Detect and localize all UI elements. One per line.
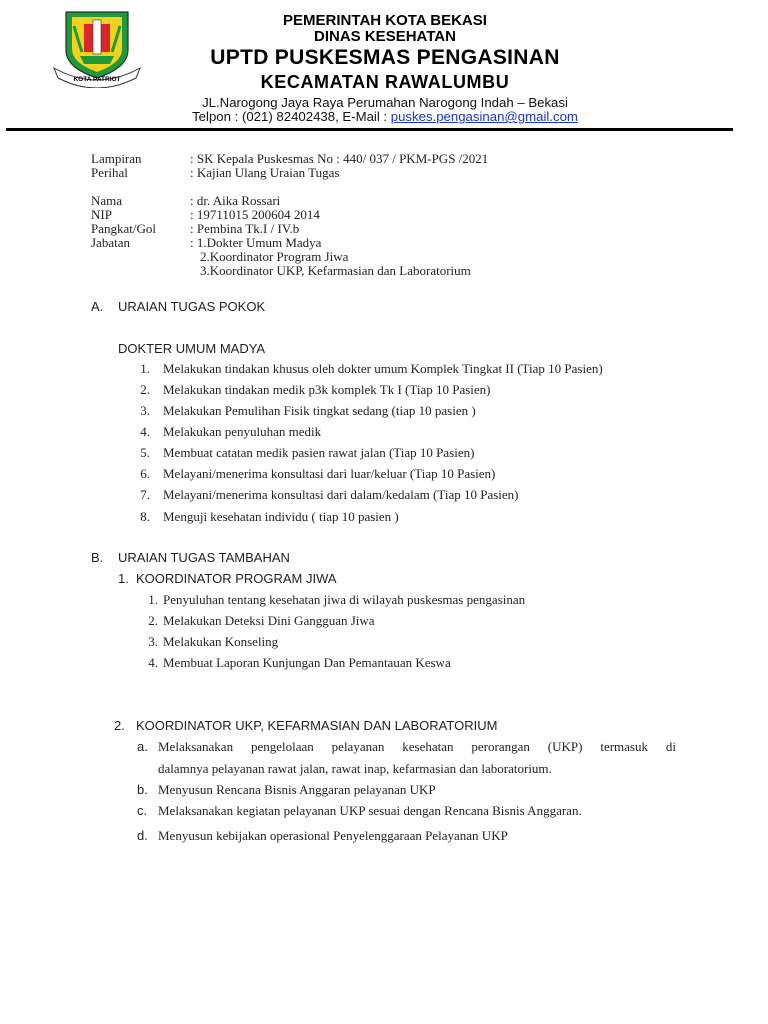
lampiran-value: : SK Kepala Puskesmas No : 440/ 037 / PKM-PGS /2021 xyxy=(190,151,489,166)
list-item-number: 6. xyxy=(140,466,150,481)
header-divider xyxy=(6,128,733,131)
list-item: Melakukan Pemulihan Fisik tingkat sedang (tiap 10 pasien ) xyxy=(163,403,476,418)
list-item: Menguji kesehatan individu ( tiap 10 pasien ) xyxy=(163,509,399,524)
logo-ribbon-text: KOTA PATRIOT xyxy=(73,76,121,83)
section-b-title: URAIAN TUGAS TAMBAHAN xyxy=(118,550,290,565)
header-institution: UPTD PUSKESMAS PENGASINAN xyxy=(210,46,560,69)
list-item: Melayani/menerima konsultasi dari luar/keluar (Tiap 10 Pasien) xyxy=(163,466,496,481)
header-government: PEMERINTAH KOTA BEKASI xyxy=(283,12,487,29)
section-a-title: URAIAN TUGAS POKOK xyxy=(118,299,266,314)
section-a-letter: A. xyxy=(91,299,104,314)
list-item: Menyusun kebijakan operasional Penyelenggaraan Pelayanan UKP xyxy=(158,828,508,843)
list-item-number: 7. xyxy=(140,487,150,502)
jabatan-value: : 1.Dokter Umum Madya xyxy=(190,235,322,250)
list-item-number: 3. xyxy=(148,634,158,649)
list-item: Melayani/menerima konsultasi dari dalam/kedalam (Tiap 10 Pasien) xyxy=(163,487,519,502)
pangkat-label: Pangkat/Gol xyxy=(91,221,156,236)
list-item-number: 8. xyxy=(140,509,150,524)
nip-label: NIP xyxy=(91,207,112,222)
perihal-value: : Kajian Ulang Uraian Tugas xyxy=(190,165,340,180)
list-item: Penyuluhan tentang kesehatan jiwa di wilayah puskesmas pengasinan xyxy=(163,592,526,607)
header-address: JL.Narogong Jaya Raya Perumahan Narogong Indah – Bekasi xyxy=(202,95,568,110)
header-department: DINAS KESEHATAN xyxy=(314,28,456,45)
list-item: Melaksanakan pengelolaan pelayanan kesehatan perorangan (UKP) termasuk di xyxy=(158,739,676,754)
sub2-title: KOORDINATOR UKP, KEFARMASIAN DAN LABORATORIUM xyxy=(136,718,498,733)
city-emblem-logo xyxy=(52,6,142,88)
jabatan-label: Jabatan xyxy=(91,235,130,250)
contact-email-link[interactable]: puskes.pengasinan@gmail.com xyxy=(390,109,578,124)
header-district: KECAMATAN RAWALUMBU xyxy=(260,72,510,92)
list-item-number: 4. xyxy=(140,424,150,439)
list-item-letter: b. xyxy=(137,782,148,797)
section-a-subtitle: DOKTER UMUM MADYA xyxy=(118,341,266,356)
nip-value: : 19711015 200604 2014 xyxy=(190,207,320,222)
list-item: Melakukan penyuluhan medik xyxy=(163,424,322,439)
list-item-number: 2. xyxy=(140,382,150,397)
list-item-letter: a. xyxy=(137,739,148,754)
list-item: Melakukan Deteksi Dini Gangguan Jiwa xyxy=(163,613,375,628)
section-b-letter: B. xyxy=(91,550,104,565)
list-item-letter: c. xyxy=(137,803,148,818)
list-item-number: 2. xyxy=(148,613,158,628)
perihal-label: Perihal xyxy=(91,165,128,180)
list-item-number: 5. xyxy=(140,445,150,460)
sub1-title: KOORDINATOR PROGRAM JIWA xyxy=(136,571,337,586)
nama-label: Nama xyxy=(91,193,123,208)
jabatan-extra-2: 2.Koordinator Program Jiwa xyxy=(200,249,349,264)
list-item-number: 3. xyxy=(140,403,150,418)
list-item-number: 1. xyxy=(140,361,150,376)
list-item: Melaksanakan kegiatan pelayanan UKP sesuai dengan Rencana Bisnis Anggaran. xyxy=(158,803,582,818)
pangkat-value: : Pembina Tk.I / IV.b xyxy=(190,221,300,236)
jabatan-extra-3: 3.Koordinator UKP, Kefarmasian dan Laboratorium xyxy=(200,263,471,278)
contact-phone: Telpon : (021) 82402438, E-Mail : xyxy=(192,109,391,124)
list-item: Melakukan tindakan medik p3k komplek Tk I (Tiap 10 Pasien) xyxy=(163,382,491,397)
list-item-continuation: dalamnya pelayanan rawat jalan, rawat inap, kefarmasian dan laboratorium. xyxy=(158,761,552,776)
list-item: Membuat catatan medik pasien rawat jalan (Tiap 10 Pasien) xyxy=(163,445,475,460)
header-contact xyxy=(150,109,620,124)
nama-value: : dr. Aika Rossari xyxy=(190,193,281,208)
list-item: Melakukan Konseling xyxy=(163,634,279,649)
lampiran-label: Lampiran xyxy=(91,151,142,166)
list-item: Menyusun Rencana Bisnis Anggaran pelayanan UKP xyxy=(158,782,436,797)
list-item: Melakukan tindakan khusus oleh dokter umum Komplek Tingkat II (Tiap 10 Pasien) xyxy=(163,361,603,376)
sub2-number: 2. xyxy=(114,718,125,733)
sub1-number: 1. xyxy=(118,571,129,586)
list-item-number: 4. xyxy=(148,655,158,670)
list-item-letter: d. xyxy=(137,828,148,843)
list-item-number: 1. xyxy=(148,592,158,607)
list-item: Membuat Laporan Kunjungan Dan Pemantauan Keswa xyxy=(163,655,451,670)
